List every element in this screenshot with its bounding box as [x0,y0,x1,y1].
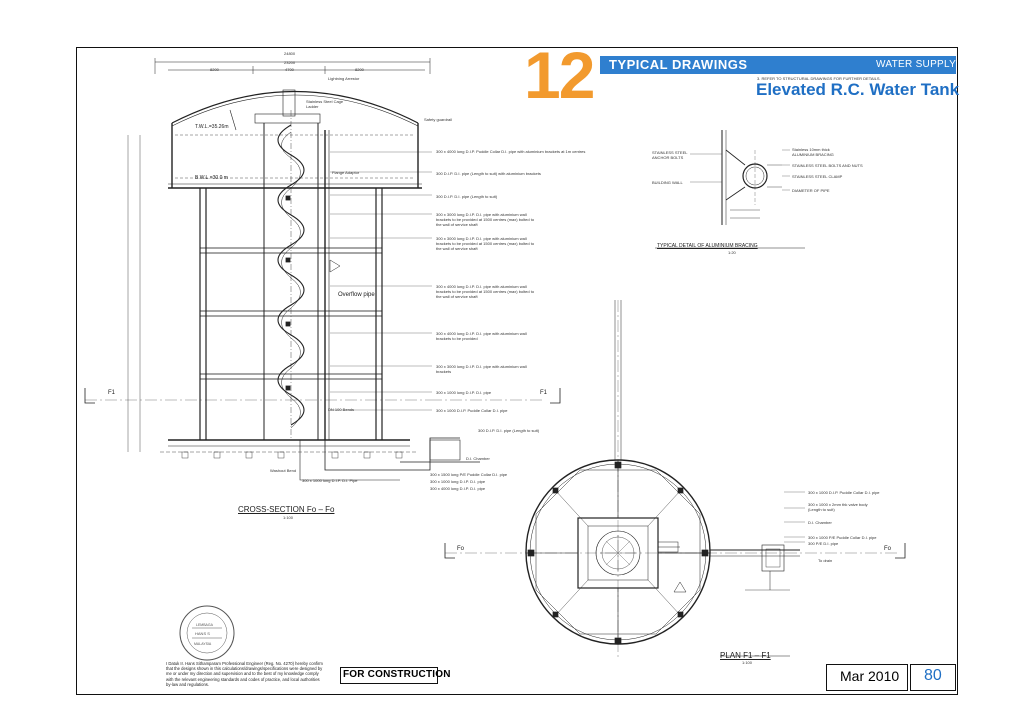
plan-scale: 1:100 [742,660,753,665]
xs-note-9: 300 x 1000 D.I.P. Puddle Collar D.I. pipe [436,408,508,413]
bracing-label-1: BUILDING WALL [652,180,683,185]
dim-overall: 24800 [284,51,296,56]
sheet-number: 12 [524,38,594,112]
dim-center: 4700 [285,67,294,72]
xs-note-11: D.I. Chamber [466,456,490,461]
svg-text:HANS S: HANS S [195,631,210,636]
section-mark-f1-left: F1 [108,390,116,396]
xs-note-13: 300 x 1000 long D.I.P. D.I. pipe [430,479,486,484]
bracing-title: TYPICAL DETAIL OF ALUMINIUM BRACING [657,243,758,249]
xs-note-14: 300 x 4000 long D.I.P. D.I. pipe [430,486,486,491]
xs-note-4: 300 x 3000 long D.I.P. D.I. pipe with aluminium wall brackets to be provided at 1500 centres (max) bolted to the wall of service shaft [436,236,535,251]
level-twl: T.W.L.=35.26m [195,124,229,130]
date-label: Mar 2010 [840,668,900,684]
dim-right: 8200 [355,67,364,72]
xs-note-10: 300 D.I.P. D.I. pipe (Length to suit) [478,428,540,433]
label-overflow: Overflow pipe [338,292,375,298]
plan-note-2: D.I. Chamber [808,520,832,525]
bracing-label-2: Stainless 10mm thick ALUMINIUM BRACING [792,147,834,157]
sheet-title: Elevated R.C. Water Tank [756,80,960,99]
cross-section-title: CROSS-SECTION Fo – Fo [238,505,335,514]
label-safety: Safety guardrail [424,117,453,122]
sheet-section: WATER SUPPLY [876,59,957,70]
section-mark-fo-right: Fo [884,546,892,552]
xs-note-8: 300 x 1000 long D.I.P. D.I. pipe [436,390,492,395]
top-note: 3. REFER TO STRUCTURAL DRAWINGS FOR FURTHER DETAILS. [757,76,881,81]
plan-title: PLAN F1 – F1 [720,651,771,660]
plan-note-0: 300 x 1000 D.I.P. Puddle Collar D.I. pipe [808,490,880,495]
bracing-label-4: STAINLESS STEEL CLAMP [792,174,843,179]
xs-note-12: 300 x 1500 long P/E Puddle Collar D.I. pipe [430,472,508,477]
plan-note-1: 300 x 1000 x 2mm thk valve body (Length to suit) [808,502,868,512]
section-mark-fo-left: Fo [457,546,465,552]
xs-foot-note: 300 x 1000 long D.I.P. D.I. Pipe [302,478,358,483]
engineer-seal [180,606,234,660]
xs-note-1: 300 D.I.P. D.I. pipe (Length to suit) with aluminium brackets [436,171,541,176]
xs-note-0: 300 x 4000 long D.I.P. Puddle Collar D.I. pipe with aluminium brackets at 1m centres [436,149,586,154]
for-construction-stamp: FOR CONSTRUCTION [343,669,451,680]
label-flange: Flange Adaptor [332,170,360,175]
dim-inner: 23200 [284,60,296,65]
label-lightning: Lightning Arrestor [328,76,360,81]
dim-left: 8200 [210,67,219,72]
sheet-category: TYPICAL DRAWINGS [609,57,748,72]
section-mark-f1-right: F1 [540,390,548,396]
bracing-scale: 1:20 [728,250,736,255]
svg-text:LEMBAGA: LEMBAGA [196,623,213,627]
label-ladder: Stainless Steel Cage Ladder [306,99,344,109]
certification-text: I Datuk Ir. Hans Sithamparam Professional Engineer (Reg. No. 4270) hereby confirm that the designs shown in this calculations/drawings/specifications were designed by me or under my direction and supervision and to the best of my knowledge comply with the relevant engineering standards and codes of practice, and local authorities by-law and regulations. [166,661,323,687]
bracing-label-5: DIAMETER OF PIPE [792,188,830,193]
xs-note-5: 300 x 4000 long D.I.P. D.I. pipe with aluminium wall brackets to be provided at 1500 centres (max) bolted to the wall of service shaft [436,284,535,299]
page-number: 80 [924,667,942,684]
label-washout: Washout Bend [270,468,297,473]
label-dn: DN 100 Bends [328,407,355,412]
cross-section-scale: 1:100 [283,515,294,520]
plan-note-4: 300 P/E D.I. pipe [808,541,839,546]
xs-note-7: 300 x 3000 long D.I.P. D.I. pipe with aluminium wall brackets [436,364,527,374]
plan-note-3: 300 x 1000 P/E Puddle Collar D.I. pipe [808,535,877,540]
svg-text:MALAYSIA: MALAYSIA [194,642,212,646]
plan-note-5: To drain [818,558,833,563]
level-bwl: B.W.L.=30.0 m [195,175,228,181]
bracing-label-0: STAINLESS STEEL ANCHOR BOLTS [652,150,688,160]
cross-section-drawing [85,58,548,480]
bracing-label-3: STAINLESS STEEL BOLTS AND NUTS [792,163,863,168]
xs-note-3: 300 x 3000 long D.I.P. D.I. pipe with aluminium wall brackets to be provided at 1500 centres (max) bolted to the wall of service shaft [436,212,535,227]
xs-note-2: 300 D.I.P. D.I. pipe (Length to suit) [436,194,498,199]
bracing-detail-drawing [655,130,805,248]
xs-note-6: 300 x 4000 long D.I.P. D.I. pipe with aluminium wall brackets to be provided [436,331,527,341]
